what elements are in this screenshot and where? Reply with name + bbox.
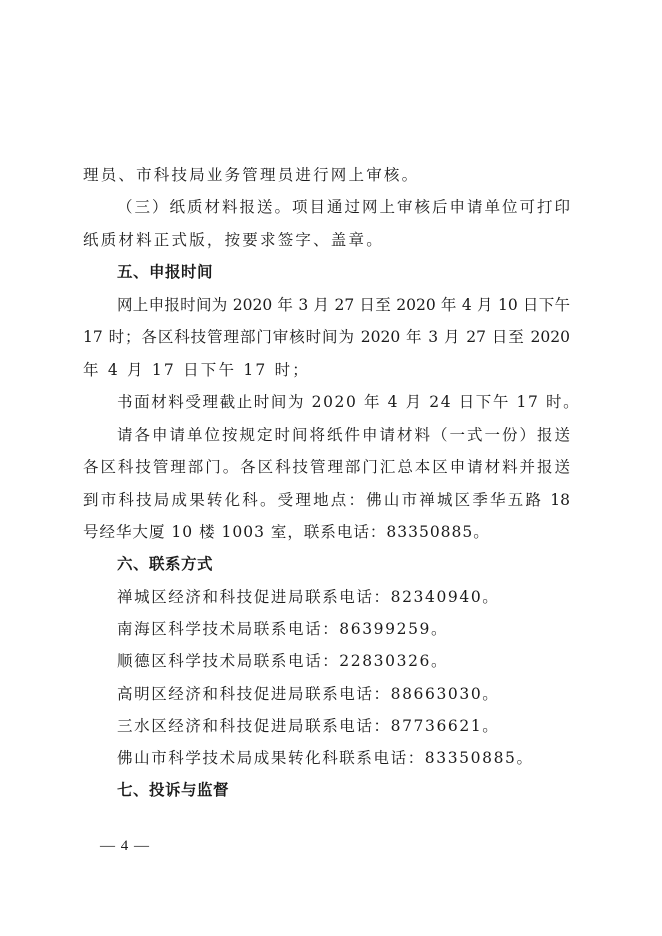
contact-line: 顺德区科学技术局联系电话：22830326。 [117,652,449,670]
contact-line: 三水区经济和科技促进局联系电话：87736621。 [117,717,500,735]
paragraph-line: 年 4 月 17 日下午 17 时； [83,361,310,379]
paragraph-line: 理员、市科技局业务管理员进行网上审核。 [83,166,420,184]
paragraph-line: 各区科技管理部门。各区科技管理部门汇总本区申请材料并报送 [83,458,570,476]
contact-line: 高明区经济和科技促进局联系电话：88663030。 [117,685,500,703]
paragraph-line: 到市科技局成果转化科。受理地点：佛山市禅城区季华五路 18 [83,491,570,509]
contact-line: 佛山市科学技术局成果转化科联系电话：83350885。 [117,749,534,767]
paragraph-line: （三）纸质材料报送。项目通过网上审核后申请单位可打印 [117,198,570,216]
paragraph-line: 请各申请单位按规定时间将纸件申请材料（一式一份）报送 [117,426,570,444]
paragraph-line: 17 时；各区科技管理部门审核时间为 2020 年 3 月 27 日至 2020 [83,328,570,346]
section-heading-complaints: 七、投诉与监督 [117,781,230,799]
section-heading-contact: 六、联系方式 [117,555,214,573]
paragraph-line: 书面材料受理截止时间为 2020 年 4 月 24 日下午 17 时。 [117,393,581,411]
contact-line: 禅城区经济和科技促进局联系电话：82340940。 [117,588,500,606]
paragraph-line: 纸质材料正式版，按要求签字、盖章。 [83,231,384,249]
contact-line: 南海区科学技术局联系电话：86399259。 [117,620,449,638]
paragraph-line: 号经华大厦 10 楼 1003 室，联系电话：83350885。 [83,523,490,541]
page-number: — 4 — [100,838,150,854]
section-heading-application-time: 五、申报时间 [117,263,214,281]
paragraph-line: 网上申报时间为 2020 年 3 月 27 日至 2020 年 4 月 10 日下午 [117,296,570,314]
